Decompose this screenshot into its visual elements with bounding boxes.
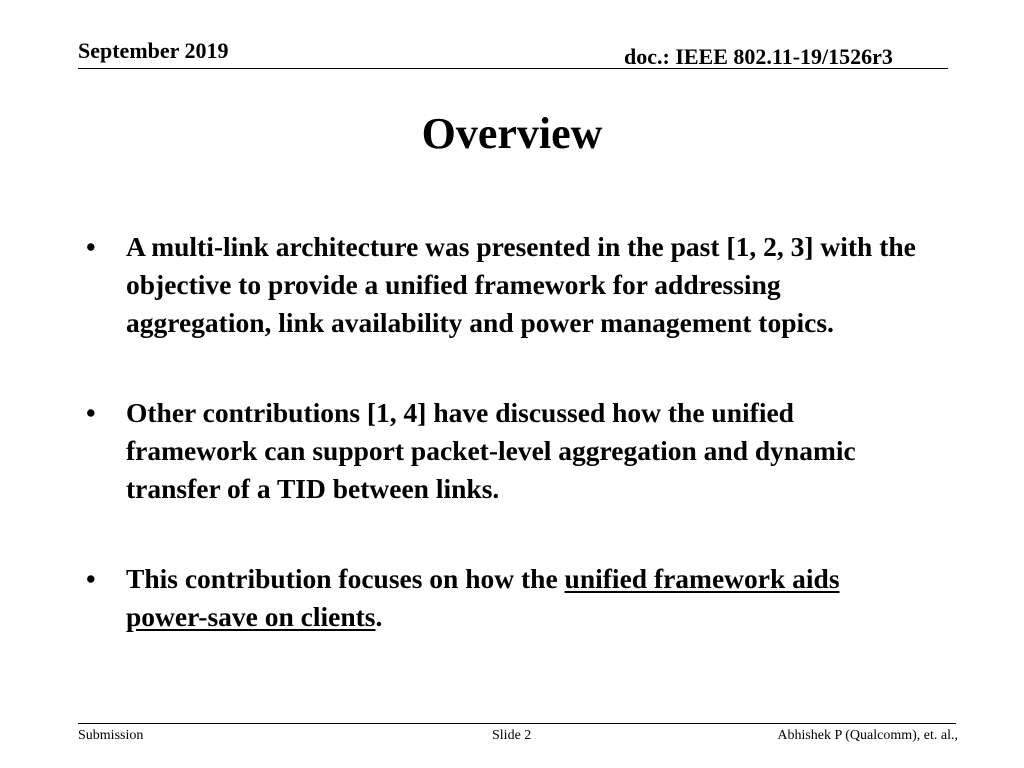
bullet-marker: • (86, 397, 96, 428)
bullet-item (86, 228, 926, 342)
header-date: September 2019 (78, 38, 229, 63)
footer-slide-number: Slide 2 (492, 728, 532, 743)
footer-submission: Submission (78, 728, 144, 743)
bullet-list (86, 228, 926, 688)
footer-divider (78, 723, 956, 724)
bullet-item (86, 394, 926, 508)
header-divider (78, 68, 948, 69)
footer-author: Abhishek P (Qualcomm), et. al., (777, 728, 958, 743)
bullet-marker: • (86, 563, 96, 594)
bullet-text: A multi-link architecture was presented in the past [1, 2, 3] with the objective to provide a unified framework for addressing aggregation, link availability and power management topics. (126, 231, 916, 338)
header-doc-id: doc.: IEEE 802.11-19/1526r3 (624, 44, 893, 69)
bullet-text-emphasis: unified framework aids power-save on clients (126, 563, 840, 632)
bullet-marker: • (86, 231, 96, 262)
bullet-text: Other contributions [1, 4] have discussed how the unified framework can support packet-level aggregation and dynamic transfer of a TID between links. (126, 397, 856, 504)
slide-title: Overview (421, 109, 603, 158)
bullet-text (126, 563, 840, 632)
bullet-text-tail: . (375, 601, 383, 632)
bullet-text-lead: This contribution focuses on how the (126, 563, 565, 594)
bullet-item (86, 560, 926, 636)
